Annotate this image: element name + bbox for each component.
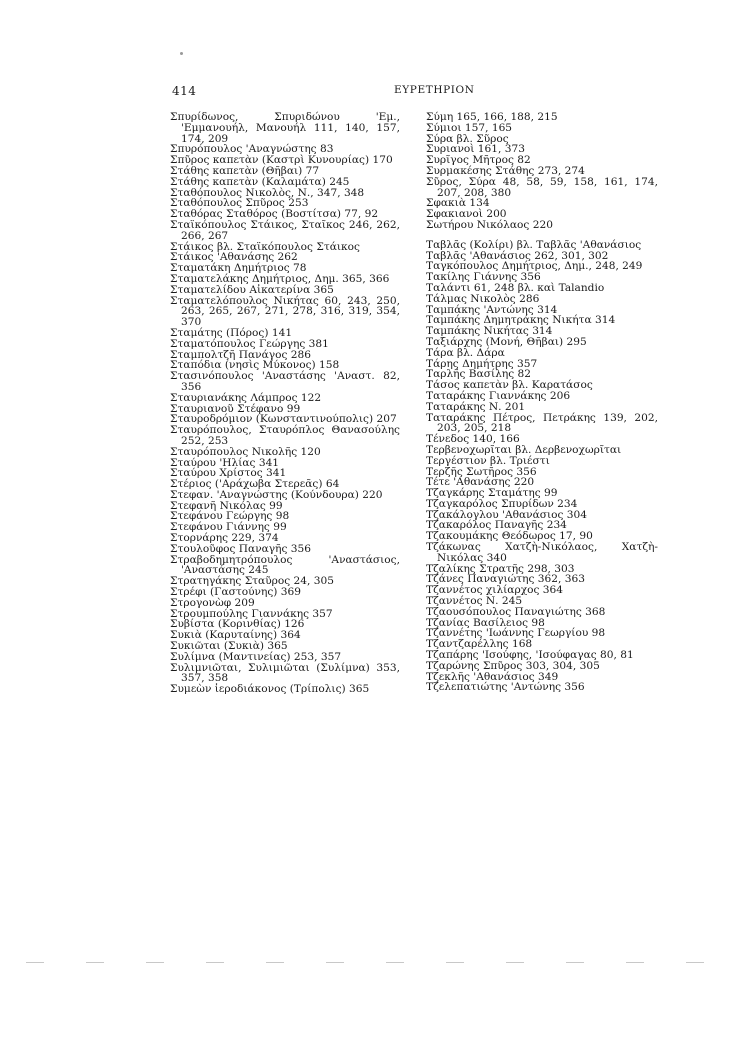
- index-entry: Σταματόπουλος Γεώργης 381: [170, 337, 329, 350]
- index-entry: Συρῖγος Μῆτρος 82: [426, 154, 531, 167]
- index-entry: Σταϊκόπουλος Στάικος, Σταῖκος 246, 262, 266, 267: [170, 218, 400, 242]
- index-entry: Σταυριανοῦ Στέφανο 99: [170, 402, 301, 415]
- index-entry: Τζακαρόλος Παναγῆς 234: [426, 519, 567, 532]
- index-entry: Τζεκλῆς 'Αθανάσιος 349: [426, 670, 559, 683]
- index-entry: Στεφαν. 'Αναγνώστης (Κούνδουρα) 220: [170, 488, 383, 501]
- index-entry: Στουλοῦφος Παναγῆς 356: [170, 542, 311, 555]
- index-entry: Τζανίας Βασίλειος 98: [426, 616, 545, 629]
- index-entry: Τερζῆς Σωτῆρος 356: [426, 465, 537, 478]
- index-entry: Τζάνες Παναγιώτης 362, 363: [426, 573, 585, 586]
- index-entry: Τζάκωνας Χατζὴ-Νικόλαος, Χατζὴ-Νικόλας 340: [426, 541, 658, 564]
- index-entry: Τάσος καπετὰν βλ. Καρατάσος: [426, 379, 593, 392]
- index-entry: Στρουμπούλης Γιαννάκης 357: [170, 607, 333, 620]
- running-title: ΕΥΡΕΤΗΡΙΟΝ: [394, 84, 475, 96]
- index-entry: Ταταράκης Ν. 201: [426, 400, 526, 413]
- scan-edge-rule: [26, 962, 716, 963]
- index-entry: Σταύρου Χρίστος 341: [170, 467, 287, 480]
- index-entry: Στάικος 'Αθανάσης 262: [170, 251, 298, 264]
- index-entry: Τέτε 'Αθανάσης 220: [426, 476, 535, 489]
- index-entry: Στρατηγάκης Σταῦρος 24, 305: [170, 575, 334, 588]
- index-entry: Τένεδος 140, 166: [426, 433, 520, 446]
- index-entry: Στέριος ('Αράχωβα Στερεᾶς) 64: [170, 478, 340, 491]
- index-entry: Στεφανῆ Νικόλας 99: [170, 499, 283, 512]
- index-entry: Ταξιάρχης (Μονή, Θῆβαι) 295: [426, 335, 587, 348]
- index-entry: Σύρα βλ. Σῦρος: [426, 132, 509, 145]
- index-entry: Συμεὼν ἱεροδιάκονος (Τρίπολις) 365: [170, 683, 370, 696]
- index-entry: Σταματάκη Δημήτριος 78: [170, 262, 307, 275]
- index-entry: Ταβλᾶς 'Αθανάσιος 262, 301, 302: [426, 249, 609, 262]
- left-index-column: [170, 112, 400, 695]
- index-entry: Σταμπολτζῆ Πανάγος 286: [170, 348, 311, 361]
- index-entry: Συλιμνιῶται, Συλιμιῶται (Συλίμνα) 353, 357, 358: [170, 661, 400, 685]
- index-entry: Στασινόπουλος 'Αναστάσης 'Αναστ. 82, 356: [170, 370, 400, 393]
- index-entry: Σταθόπουλος Νικολὸς, Ν., 347, 348: [170, 186, 365, 199]
- index-entry: Ταρλῆς Βασίλης 82: [426, 368, 531, 381]
- index-entry: Τζαλίκης Στρατῆς 298, 303: [426, 562, 575, 575]
- index-entry: Τακίλης Γιάννης 356: [426, 271, 541, 284]
- index-entry: Σταθόπουλος Σπῦρος 253: [170, 197, 309, 210]
- index-entry: Στορνάρης 229, 374: [170, 532, 279, 545]
- index-entry: Συκιῶται (Συκιὰ) 365: [170, 640, 288, 653]
- index-entry: Τζαρώνης Σπῦρος 303, 304, 305: [426, 659, 600, 672]
- index-entry: Σταμάτης (Πόρος) 141: [170, 326, 293, 339]
- index-entry: Ταμπάκης Νικήτας 314: [426, 325, 553, 338]
- index-entry: Στραβοδημητρόπουλος 'Αναστάσιος, 'Αναστάσης 245: [170, 553, 400, 577]
- index-entry: Σῦρος, Σύρα 48, 58, 59, 158, 161, 174, 207, 208, 380: [426, 175, 658, 199]
- index-entry: Σύμη 165, 166, 188, 215: [426, 111, 558, 123]
- index-entry: Σφακιὰ 134: [426, 197, 490, 210]
- print-speck: [180, 52, 183, 55]
- index-entry: Σταύρου 'Ηλίας 341: [170, 456, 280, 469]
- index-entry: Ταταράκης Πέτρος, Πετράκης 139, 202, 203, 205, 218: [426, 411, 658, 435]
- index-entry: Τζακάλογλου 'Αθανάσιος 304: [426, 508, 588, 521]
- page-number: 414: [172, 84, 197, 98]
- index-entry: Στάθης καπετὰν (Θῆβαι) 77: [170, 164, 320, 177]
- index-entry: Σταυροδρόμιον (Κωνσταντινούπολις) 207: [170, 413, 397, 426]
- index-entry: Τεργέστιον βλ. Τριέστι: [426, 454, 550, 467]
- index-entry: Συριανοὶ 161, 373: [426, 143, 525, 156]
- index-entry: Τάρα βλ. Δάρα: [426, 346, 505, 359]
- index-entry: Ταγκόπουλος Δημήτριος, Δημ., 248, 249: [426, 260, 643, 273]
- page-header: [172, 84, 612, 102]
- index-entry: Ταλάντι 61, 248 βλ. καὶ Talandio: [426, 281, 605, 294]
- index-entry: Τερβενοχωρῖται βλ. Δερβενοχωρῖται: [426, 443, 622, 456]
- index-entry: Σταπόδια (νησὶς Μύκονος) 158: [170, 359, 340, 372]
- index-entry: Τζαπάρης 'Ισούφης, 'Ισούφαγας 80, 81: [426, 649, 634, 662]
- index-entry: Τζαγκάρης Σταμάτης 99: [426, 487, 558, 500]
- index-entry: Τζελεπατιώτης 'Αντώνης 356: [426, 681, 585, 694]
- index-entry: Στεφάνου Γιάννης 99: [170, 521, 287, 534]
- right-index-column: [426, 112, 658, 693]
- index-entry: Συβίστα (Κορινθίας) 126: [170, 618, 305, 631]
- index-entry: Ταμπάκης 'Αντώνης 314: [426, 303, 558, 316]
- index-entry: Στάθης καπετὰν (Καλαμάτα) 245: [170, 175, 350, 188]
- index-entry: Σπυρίδωνος, Σπυριδώνου 'Εμ., 'Εμμανουήλ, Μανουήλ 111, 140, 157, 174, 209: [170, 111, 400, 145]
- index-entry: Σταυριανάκης Λάμπρος 122: [170, 391, 322, 404]
- index-entry: Σπυρόπουλος 'Αναγνώστης 83: [170, 143, 334, 156]
- index-entry: Στρέφι (Γαστούνης) 369: [170, 586, 301, 599]
- index-entry: Συρμακέσης Στάθης 273, 274: [426, 164, 585, 177]
- index-entry: Ταμπάκης Δημητράκης Νικήτα 314: [426, 314, 616, 327]
- index-entry: Σταματελόπουλος Νικήτας 60, 243, 250, 263, 265, 267, 271, 278, 316, 319, 354, 370: [170, 294, 400, 329]
- index-entry: Σωτήρου Νικόλαος 220: [426, 218, 553, 231]
- index-entry: Σπῦρος καπετὰν (Καστρὶ Κυνουρίας) 170: [170, 154, 393, 167]
- index-entry: Συλίμνα (Μαντινείας) 253, 357: [170, 650, 342, 663]
- index-entry: Τζαντζαρέλλης 168: [426, 638, 533, 651]
- index-entry: Τζαννέτος Ν. 245: [426, 595, 523, 608]
- index-entry: Τζακουμάκης Θεόδωρος 17, 90: [426, 530, 593, 543]
- index-entry: Τζαννέτος χιλίαρχος 364: [426, 584, 564, 597]
- index-entry: Στεφάνου Γεώργης 98: [170, 510, 290, 523]
- index-entry: Τζαγκαρόλος Σπυρίδων 234: [426, 497, 578, 510]
- index-entry: Σύμιοι 157, 165: [426, 121, 513, 134]
- index-entry: Στάικος βλ. Σταϊκόπουλος Στάικος: [170, 240, 360, 253]
- index-entry: Σταματελίδου Αἰκατερίνα 365: [170, 283, 334, 296]
- index-entry: Τζαννέτης 'Ιωάννης Γεωργίου 98: [426, 627, 606, 640]
- index-entry: Ταβλᾶς (Κολίρι) βλ. Ταβλᾶς 'Αθανάσιος: [426, 238, 642, 251]
- index-entry: Σταυρόπουλος Νικολῆς 120: [170, 445, 321, 458]
- index-entry: Ταταράκης Γιαννάκης 206: [426, 389, 571, 402]
- index-entry: Σταματελάκης Δημήτριος, Δημ. 365, 366: [170, 272, 390, 285]
- index-entry: Σταθόρας Σταθόρος (Βοστίτσα) 77, 92: [170, 208, 379, 221]
- index-entry: Τζαουσόπουλος Παναγιώτης 368: [426, 605, 606, 618]
- index-entry: Τάρης Δημήτρης 357: [426, 357, 538, 370]
- index-entry: Σταυρόπουλος, Σταυρόπλος Θανασούλης 252, 253: [170, 424, 400, 447]
- index-entry: Συκιὰ (Καρυταίνης) 364: [170, 629, 301, 642]
- index-entry: Σφακιανοὶ 200: [426, 208, 507, 221]
- index-entry: Τάλμας Νικολὸς 286: [426, 292, 540, 305]
- index-entry: Στρογονὼφ 209: [170, 596, 255, 609]
